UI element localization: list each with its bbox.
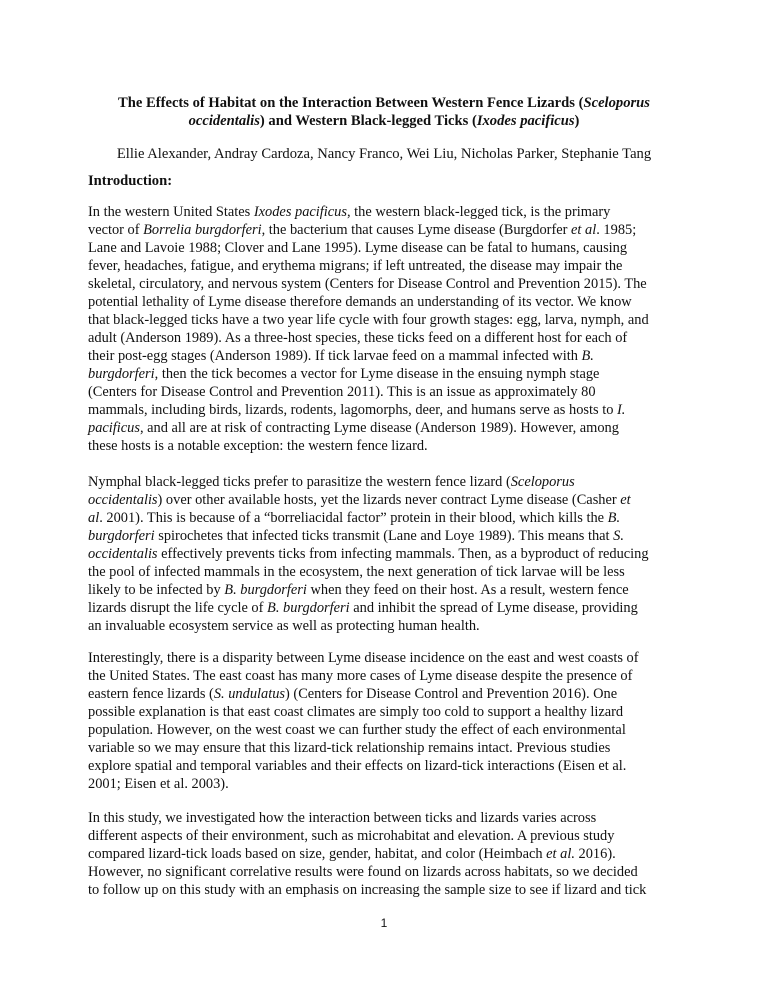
text-segment: However, no significant correlative results were found on lizards across habitats, so we decided	[88, 864, 638, 880]
text-line	[88, 881, 646, 899]
text-segment: (Centers for Disease Control and Prevention 2011). This is an issue as approximately 80	[88, 384, 596, 400]
text-segment: , then the tick becomes a vector for Lyme disease in the ensuing nymph stage	[154, 366, 600, 382]
text-line	[88, 311, 649, 329]
text-segment: mammals, including birds, lizards, rodents, lagomorphs, deer, and humans serve as hosts to	[88, 402, 617, 418]
title-line-2	[0, 112, 768, 130]
text-line	[88, 703, 639, 721]
text-segment: when they feed on their host. As a result, western fence	[306, 582, 629, 598]
text-segment: the pool of infected mammals in the ecosystem, the next generation of tick larvae will be less	[88, 564, 625, 580]
title-line-1	[0, 94, 768, 112]
paper-title	[0, 94, 768, 130]
text-line	[88, 491, 649, 509]
page-number: 1	[380, 916, 388, 930]
text-segment: 2016).	[574, 846, 616, 862]
text-line	[88, 739, 639, 757]
italic-text: occidentalis	[88, 546, 158, 562]
text-line	[88, 721, 639, 739]
text-line	[88, 419, 649, 437]
text-segment: potential lethality of Lyme disease therefore demands an understanding of its vector. We know	[88, 294, 632, 310]
text-line	[88, 685, 639, 703]
section-heading-introduction: Introduction:	[88, 173, 173, 189]
italic-text: B.	[581, 348, 594, 364]
text-line	[88, 757, 639, 775]
text-segment: . 2001). This is because of a “borreliacidal factor” protein in their blood, which kills the	[99, 510, 608, 526]
text-segment: adult (Anderson 1989). As a three-host species, these ticks feed on a different host for each of	[88, 330, 628, 346]
text-segment: ) (Centers for Disease Control and Prevention 2016). One	[285, 686, 618, 702]
text-line	[88, 863, 646, 881]
text-segment: likely to be infected by	[88, 582, 225, 598]
text-segment: )	[574, 113, 580, 129]
text-segment: and inhibit the spread of Lyme disease, providing	[349, 600, 638, 616]
italic-text: et	[620, 492, 631, 508]
text-line	[88, 383, 649, 401]
author-list: Ellie Alexander, Andray Cardoza, Nancy Franco, Wei Liu, Nicholas Parker, Stephanie Tang	[116, 146, 652, 162]
text-segment: eastern fence lizards (	[88, 686, 214, 702]
italic-text: S. undulatus	[213, 686, 286, 702]
text-segment: population. However, on the west coast we can further study the effect of each environmental	[88, 722, 626, 738]
italic-text: Sceloporus	[583, 95, 650, 111]
text-line	[88, 845, 646, 863]
text-segment: The Effects of Habitat on the Interaction Between Western Fence Lizards (	[118, 95, 584, 111]
text-segment: vector of	[88, 222, 144, 238]
italic-text: B. burgdorferi	[224, 582, 307, 598]
text-segment: In the western United States	[88, 204, 254, 220]
text-line	[88, 563, 649, 581]
italic-text: pacificus	[88, 420, 140, 436]
italic-text: I.	[616, 402, 626, 418]
text-segment: , and all are at risk of contracting Lyme disease (Anderson 1989). However, among	[139, 420, 619, 436]
text-line	[88, 527, 649, 545]
text-segment: these hosts is a notable exception: the western fence lizard.	[88, 438, 428, 454]
text-segment: spirochetes that infected ticks transmit (Lane and Loye 1989). This means that	[154, 528, 614, 544]
italic-text: et al	[571, 222, 597, 238]
text-segment: to follow up on this study with an emphasis on increasing the sample size to see if lizard and tick	[88, 882, 647, 898]
text-line	[88, 667, 639, 685]
text-line	[88, 347, 649, 365]
text-segment: fever, headaches, fatigue, and erythema migrans; if left untreated, the disease may impair the	[88, 258, 623, 274]
text-segment: ) and Western Black-legged Ticks (	[259, 113, 477, 129]
text-segment: In this study, we investigated how the interaction between ticks and lizards varies across	[88, 810, 597, 826]
text-line	[88, 827, 646, 845]
text-line	[88, 545, 649, 563]
text-segment: , the western black-legged tick, is the primary	[346, 204, 611, 220]
text-segment: compared lizard-tick loads based on size, gender, habitat, and color (Heimbach	[88, 846, 547, 862]
paragraph-4	[88, 809, 646, 899]
text-segment: Nymphal black-legged ticks prefer to parasitize the western fence lizard (	[88, 474, 511, 490]
text-line	[88, 617, 649, 635]
text-line	[88, 775, 639, 793]
italic-text: occidentalis	[188, 113, 260, 129]
text-segment: the United States. The east coast has many more cases of Lyme disease despite the presence of	[88, 668, 633, 684]
text-line	[88, 581, 649, 599]
text-segment: ) over other available hosts, yet the lizards never contract Lyme disease (Casher	[157, 492, 621, 508]
italic-text: Sceloporus	[510, 474, 575, 490]
italic-text: et al.	[546, 846, 575, 862]
text-segment: an invaluable ecosystem service as well as protecting human health.	[88, 618, 480, 634]
text-line	[88, 401, 649, 419]
italic-text: Ixodes pacificus	[476, 113, 575, 129]
text-segment: 2001; Eisen et al. 2003).	[88, 776, 229, 792]
italic-text: Borrelia burgdorferi	[143, 222, 262, 238]
text-segment: that black-legged ticks have a two year life cycle with four growth stages: egg, larva, nymph, and	[88, 312, 649, 328]
text-segment: different aspects of their environment, such as microhabitat and elevation. A previous study	[88, 828, 615, 844]
text-line	[88, 329, 649, 347]
text-segment: skeletal, circulatory, and nervous system (Centers for Disease Control and Prevention 2015). The	[88, 276, 647, 292]
italic-text: S.	[613, 528, 624, 544]
paragraph-1	[88, 203, 649, 455]
text-line	[88, 473, 649, 491]
italic-text: Ixodes pacificus	[253, 204, 347, 220]
text-line	[88, 509, 649, 527]
italic-text: occidentalis	[88, 492, 158, 508]
text-segment: explore spatial and temporal variables and their effects on lizard-tick interactions (Eisen et al.	[88, 758, 627, 774]
paragraph-3	[88, 649, 639, 793]
text-segment: their post-egg stages (Anderson 1989). If tick larvae feed on a mammal infected with	[88, 348, 582, 364]
text-segment: possible explanation is that east coast climates are simply too cold to support a healthy lizard	[88, 704, 624, 720]
text-line	[88, 365, 649, 383]
italic-text: B. burgdorferi	[267, 600, 350, 616]
text-line	[88, 293, 649, 311]
paragraph-2	[88, 473, 649, 635]
text-line	[88, 809, 646, 827]
text-segment: lizards disrupt the life cycle of	[88, 600, 268, 616]
text-line	[88, 221, 649, 239]
italic-text: burgdorferi	[88, 366, 155, 382]
italic-text: burgdorferi	[88, 528, 155, 544]
text-line	[88, 203, 649, 221]
text-line	[88, 599, 649, 617]
text-segment: . 1985;	[596, 222, 637, 238]
text-line	[88, 437, 649, 455]
text-segment: effectively prevents ticks from infecting mammals. Then, as a byproduct of reducing	[157, 546, 649, 562]
text-line	[88, 649, 639, 667]
text-segment: Interestingly, there is a disparity between Lyme disease incidence on the east and west coasts of	[88, 650, 639, 666]
text-line	[88, 257, 649, 275]
italic-text: al	[88, 510, 100, 526]
italic-text: B.	[607, 510, 621, 526]
text-segment: variable so we may ensure that this lizard-tick relationship remains intact. Previous studies	[88, 740, 611, 756]
text-line	[88, 239, 649, 257]
text-line	[88, 275, 649, 293]
text-segment: Lane and Lavoie 1988; Clover and Lane 1995). Lyme disease can be fatal to humans, causing	[88, 240, 628, 256]
text-segment: , the bacterium that causes Lyme disease (Burgdorfer	[261, 222, 572, 238]
